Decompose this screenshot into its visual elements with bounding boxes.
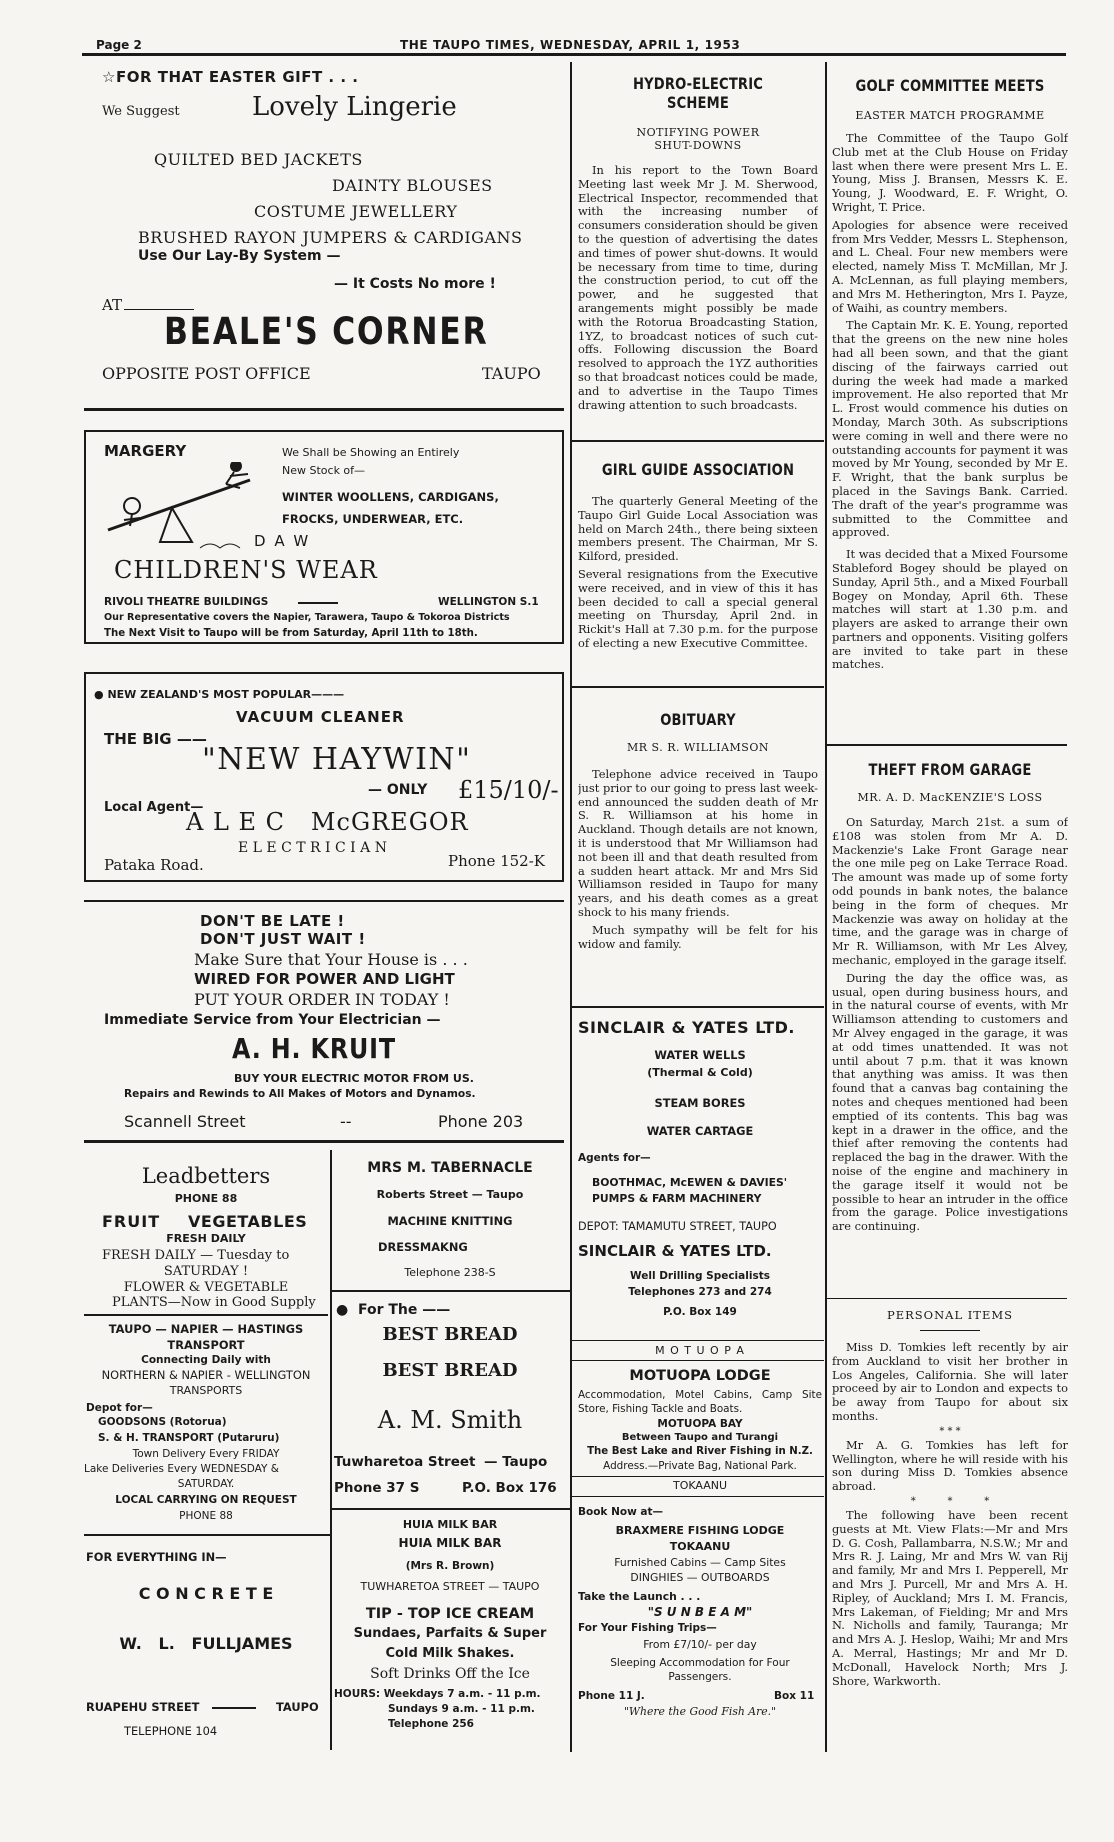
ad-product-name: "NEW HAYWIN" — [202, 742, 472, 777]
ad-line: We Shall be Showing an Entirely — [282, 446, 460, 459]
ad-line: From £7/10/- per day — [643, 1638, 757, 1651]
ad-line: HUIA MILK BAR — [402, 1518, 498, 1531]
ad-line: Phone 37 S — [334, 1480, 420, 1496]
article-paragraph: It was decided that a Mixed Foursome Stableford Bogey should be played on Sunday, April 5th., and a Mixed Fourball Bogey on Monday, April 6th. These matches will start at 1.30 p.m. and players are asked to arrange their own partners and opponents. Visiting golfers are invited to take part in these matches. — [832, 547, 1068, 672]
article-subhead: NOTIFYING POWER — [636, 126, 760, 139]
ad-line: TAUPO — NAPIER — HASTINGS — [108, 1322, 304, 1336]
huia-milk-bar-ad — [334, 1512, 566, 1742]
ad-line: (Mrs R. Brown) — [405, 1560, 495, 1572]
ad-line: DRESSMAKNG — [378, 1240, 468, 1254]
ad-line: WINTER WOOLLENS, CARDIGANS, — [282, 490, 499, 504]
ad-line: Lake Deliveries Every WEDNESDAY & — [84, 1463, 279, 1475]
ad-line: Between Taupo and Turangi — [621, 1432, 779, 1443]
article-paragraph: The Captain Mr. K. E. Young, reported that the greens on the new nine holes had all been sown, and that the giant discing of the fairways carried out during the week had made a marked improvement. He also reported that Mr L. Frost would commence his duties on Monday, March 30th. As subscriptions were coming in well and there were no outstanding accounts for payment it was moved by Mr Young, seconded by Mr E. F. Wright, that the bank surplus be placed in the Savings Bank. Carried. The draft of the year's programme was submitted to the Committee and approved. — [832, 318, 1068, 540]
ad-agent-name: A L E C McGREGOR — [186, 808, 469, 836]
ad-line: Telephone 238-S — [404, 1266, 496, 1279]
ad-line: GOODSONS (Rotorua) — [98, 1416, 227, 1428]
ad-line: E L E C T R I C I A N — [238, 840, 387, 856]
ad-line: FROCKS, UNDERWEAR, ETC. — [282, 512, 464, 526]
ad-line: Tuwharetoa Street — [334, 1454, 476, 1470]
article-paragraph: Apologies for absence were received from Mrs Vedder, Messrs L. Stephenson, and L. Cheal. Four new members were elected, namely Miss T. McMillan, Mr J. A. McLennan, as full playing members, and Mrs M. Hetherington, Mrs I. Payze, of Waihi, as country members. — [832, 217, 1068, 315]
ad-dash — [298, 602, 338, 604]
ad-rule — [572, 1476, 824, 1477]
ad-line: Local Agent— — [104, 800, 204, 815]
ad-line: Make Sure that Your House is . . . — [194, 950, 468, 969]
ad-line: The Next Visit to Taupo will be from Saturday, April 11th to 18th. — [104, 628, 478, 639]
article-headline: GIRL GUIDE ASSOCIATION — [601, 460, 795, 479]
ad-business-name: MRS M. TABERNACLE — [367, 1160, 533, 1176]
ad-rule — [84, 1140, 564, 1143]
girl-guide-article — [578, 444, 818, 694]
ad-line: SATURDAY ! — [163, 1264, 249, 1279]
tokaanu-band: TOKAANU — [672, 1479, 728, 1492]
ad-line: Sleeping Accommodation for Four Passengers. — [610, 1657, 790, 1683]
ad-line: PHONE 88 — [179, 1510, 233, 1522]
ad-line: Sundaes, Parfaits & Super — [353, 1626, 547, 1641]
page-number: Page 2 — [96, 38, 142, 52]
ad-line: Book Now at— — [578, 1506, 664, 1518]
ad-line: FRUIT — [102, 1212, 161, 1231]
fulljames-concrete-ad — [84, 1540, 328, 1740]
ad-line: RUAPEHU STREET — [86, 1700, 200, 1714]
motuopa-lodge-ad — [578, 1362, 822, 1474]
ad-line: TIP - TOP ICE CREAM — [365, 1606, 535, 1622]
article-paragraph: Telephone advice received in Taupo just prior to our going to press last week-end announced the sudden death of Mr S. R. Williamson at his home in Auckland. Though details are not known, it is understood that Mr Williamson had not been ill and that death resulted from a sudden heart attack. Mr and Mrs Sid Williamson resided in Taupo for many years, and his death comes as a great shock to his many friends. — [578, 767, 818, 919]
article-rule — [572, 440, 824, 442]
hydro-electric-article — [578, 62, 818, 452]
ad-line: HOURS: Weekdays 7 a.m. - 11 p.m. — [334, 1688, 541, 1700]
ad-line: Agents for— — [578, 1152, 651, 1164]
ad-line: Roberts Street — Taupo — [376, 1188, 524, 1201]
ad-line: BEST BREAD — [382, 1324, 518, 1345]
star-icon: ☆ — [102, 68, 116, 86]
ad-line: C O N C R E T E — [138, 1584, 274, 1603]
kruit-electrician-ad — [84, 906, 564, 1138]
ad-rule — [84, 900, 564, 902]
ad-line: WIRED FOR POWER AND LIGHT — [194, 970, 455, 988]
ad-line: VEGETABLES — [188, 1212, 308, 1231]
ad-shop-name: MARGERY — [104, 442, 187, 460]
ad-line: — ONLY — [368, 782, 428, 798]
ad-divider — [330, 1150, 332, 1750]
ad-line: Sundays 9 a.m. - 11 p.m. — [388, 1703, 535, 1715]
ad-rule — [84, 1314, 328, 1316]
ad-line: COSTUME JEWELLERY — [254, 202, 458, 221]
ad-dash — [212, 1707, 256, 1709]
personal-items-article — [832, 1302, 1068, 1747]
ad-business-name: SINCLAIR & YATES LTD. — [578, 1242, 772, 1260]
column-rule — [825, 62, 827, 1752]
ad-layby: Use Our Lay-By System — — [138, 248, 341, 264]
bullet-icon: ● — [336, 1302, 349, 1318]
newspaper-masthead: THE TAUPO TIMES, WEDNESDAY, APRIL 1, 1953 — [400, 38, 741, 52]
ad-rule — [572, 1360, 824, 1361]
ad-line: Phone 152-K — [448, 852, 545, 870]
ad-line: BRUSHED RAYON JUMPERS & CARDIGANS — [138, 228, 523, 247]
ad-rule — [84, 408, 564, 411]
ad-line: TELEPHONE 104 — [124, 1724, 218, 1738]
ad-line: LOCAL CARRYING ON REQUEST — [115, 1494, 297, 1506]
ad-line: Scannell Street — [124, 1112, 246, 1131]
ad-rule — [84, 1534, 330, 1536]
ad-line: Accommodation, Motel Cabins, Camp Site Store, Fishing Tackle and Boats. — [578, 1389, 822, 1415]
ad-line: "Where the Good Fish Are." — [623, 1705, 777, 1718]
ad-line: Well Drilling Specialists — [630, 1270, 770, 1282]
ad-line: NORTHERN & NAPIER - WELLINGTON — [101, 1368, 311, 1382]
ad-line: BEST BREAD — [382, 1360, 518, 1381]
ad-line: THE BIG —— — [104, 730, 207, 748]
ad-business-name: SINCLAIR & YATES LTD. — [578, 1018, 796, 1037]
ad-rule — [572, 1340, 824, 1341]
ad-line: QUILTED BED JACKETS — [154, 150, 363, 169]
column-rule — [570, 62, 572, 1752]
ad-line: PHONE 88 — [174, 1192, 238, 1205]
separator-stars: * * * — [939, 1425, 961, 1437]
ad-line: Connecting Daily with — [141, 1354, 271, 1366]
ad-line: DON'T JUST WAIT ! — [200, 930, 366, 948]
bullet-icon: ● — [94, 688, 104, 701]
ad-line: MOTUOPA BAY — [657, 1418, 743, 1430]
ad-line: RIVOLI THEATRE BUILDINGS — [104, 596, 269, 608]
ad-business-name: W. L. FULLJAMES — [119, 1634, 293, 1653]
ad-line: TRANSPORTS — [169, 1384, 243, 1397]
article-subhead: EASTER MATCH PROGRAMME — [855, 109, 1045, 122]
sinclair-yates-ad — [578, 1012, 822, 1352]
ad-line: (Thermal & Cold) — [647, 1066, 753, 1079]
ad-line: DAINTY BLOUSES — [332, 176, 493, 195]
ad-business-name: Leadbetters — [141, 1164, 271, 1188]
tabernacle-knitting-ad — [334, 1150, 566, 1290]
ad-line: VACUUM CLEANER — [236, 708, 405, 726]
ad-line: TOKAANU — [669, 1540, 731, 1553]
article-rule — [572, 686, 824, 688]
article-subhead: MR. A. D. MacKENZIE'S LOSS — [857, 791, 1043, 804]
ad-line: WATER CARTAGE — [646, 1124, 754, 1138]
ad-line: Repairs and Rewinds to All Makes of Motors and Dynamos. — [124, 1088, 476, 1100]
ad-business-name: BRAXMERE FISHING LODGE — [615, 1524, 785, 1537]
ad-line: Immediate Service from Your Electrician — — [104, 1012, 441, 1028]
article-headline: THEFT FROM GARAGE — [868, 760, 1032, 779]
leadbetters-ad — [84, 1150, 328, 1530]
ad-rule — [330, 1290, 570, 1292]
ad-line: Box 11 — [774, 1690, 815, 1702]
article-paragraph: Miss D. Tomkies left recently by air from Auckland to visit her brother in Los Angeles, California. She will later proceed by air to London and expects to be away from Taupo for about six months. — [832, 1340, 1068, 1423]
ad-line: FRESH DAILY — Tuesday to — [102, 1248, 290, 1263]
separator-stars: * * * — [910, 1495, 990, 1507]
ad-line: TUWHARETOA STREET — TAUPO — [360, 1580, 540, 1593]
ad-line: BOOTHMAC, McEWEN & DAVIES' — [592, 1176, 788, 1189]
ad-costs: — It Costs No more ! — [334, 276, 496, 292]
article-subhead: SHUT-DOWNS — [654, 139, 742, 152]
ad-line: HUIA MILK BAR — [398, 1536, 502, 1550]
article-rule — [572, 1006, 824, 1008]
ad-line: Telephone 256 — [388, 1718, 474, 1730]
ad-daw: D A W — [254, 532, 311, 550]
ad-town: TAUPO — [482, 364, 541, 383]
ad-line: ● For The —— — [336, 1302, 451, 1318]
ad-line: Take the Launch . . . — [578, 1590, 701, 1603]
seesaw-illustration — [100, 462, 260, 558]
ad-line: -- — [340, 1112, 352, 1131]
ad-line: TAUPO — [276, 1700, 319, 1714]
article-rule — [827, 1298, 1067, 1299]
ad-line: Soft Drinks Off the Ice — [370, 1666, 530, 1682]
ad-line: — Taupo — [484, 1454, 548, 1470]
ad-line: Telephones 273 and 274 — [628, 1286, 772, 1298]
ad-line: Town Delivery Every FRIDAY — [132, 1448, 280, 1460]
ad-line: ● NEW ZEALAND'S MOST POPULAR——— — [94, 688, 345, 701]
masthead-rule — [82, 53, 1066, 56]
article-paragraph: Mr A. G. Tomkies has left for Wellington, where he will reside with his son during Miss D. Tomkies absence abroad. — [832, 1437, 1068, 1494]
ad-line: S. & H. TRANSPORT (Putaruru) — [98, 1432, 280, 1444]
beales-corner-ad — [84, 62, 564, 402]
ad-line: DON'T BE LATE ! — [200, 912, 345, 930]
new-haywin-vacuum-ad — [84, 672, 564, 882]
ad-line: FRESH DAILY — [166, 1232, 246, 1245]
article-paragraph: The Committee of the Taupo Golf Club met at the Club House on Friday last when there were present Mrs L. E. Young, Miss J. Bransen, Messrs K. E. Young, J. Woodward, E. F. Wright, O. Wright, T. Price. — [832, 131, 1068, 214]
ad-line: For Your Fishing Trips— — [578, 1622, 717, 1634]
ad-line: Address.—Private Bag, National Park. — [603, 1460, 797, 1472]
ad-line: New Stock of— — [282, 464, 366, 477]
ad-line: The Best Lake and River Fishing in N.Z. — [587, 1446, 813, 1457]
article-paragraph: The following have been recent guests at Mt. View Flats:—Mr and Mrs D. G. Cosh, Pallambarra, N.S.W.; Mr and Mrs R. J. Laing, Mr and Mrs W. van Rij and family, Mr and Mrs I. Pepperell, Mr and Mrs J. Purcell, Mr and Mrs A. H. Ripley, of Auckland; Mrs I. M. Francis, Mrs Lakeman, of Fielding; Mr and Mrs N. Nicholls and family, Tauranga; Mr and Mrs A. J. Heslop, Waihi; Mr and Mrs A. Merral, Hastings; Mr and Mr D. McDonall, Havelock North; Mrs J. Shore, Warkworth. — [832, 1507, 1068, 1688]
article-rule — [827, 744, 1067, 746]
am-smith-bread-ad — [334, 1294, 566, 1506]
ad-line: P.O. Box 176 — [462, 1480, 557, 1496]
article-rule — [920, 1330, 980, 1331]
ad-store-name: BEALE'S CORNER — [164, 310, 489, 353]
ad-line: P.O. Box 149 — [663, 1306, 737, 1318]
ad-line: PUMPS & FARM MACHINERY — [592, 1192, 762, 1205]
article-paragraph: On Saturday, March 21st. a sum of £108 was stolen from Mr A. D. Mackenzie's Lake Front Garage near the one mile peg on Lake Terrace Road. The amount was made up of some forty odd pounds in bank notes, the balance being in the form of cheques. Mr Mackenzie was away on holiday at the time, and the garage was in charge of Mr R. Williamson, with Mr Les Alvey, mechanic, employed in the garage itself. — [832, 815, 1068, 967]
ad-line: Phone 11 J. — [578, 1690, 645, 1702]
ad-price: £15/10/- — [458, 776, 559, 804]
motuopa-band: M O T U O P A — [655, 1344, 745, 1357]
article-headline: GOLF COMMITTEE MEETS — [855, 76, 1045, 95]
ad-line: DEPOT: TAMAMUTU STREET, TAUPO — [578, 1220, 777, 1233]
ad-line: Phone 203 — [438, 1112, 524, 1131]
article-headline: HYDRO-ELECTRIC SCHEME — [632, 74, 764, 112]
ad-business-name: MOTUOPA LODGE — [629, 1368, 771, 1384]
ad-line: PUT YOUR ORDER IN TODAY ! — [194, 990, 450, 1009]
ad-line: "S U N B E A M" — [647, 1605, 753, 1619]
ad-line: Cold Milk Shakes. — [385, 1646, 515, 1661]
ad-line: BUY YOUR ELECTRIC MOTOR FROM US. — [234, 1072, 474, 1085]
obituary-article — [578, 690, 818, 1000]
ad-line: MACHINE KNITTING — [387, 1214, 513, 1228]
ad-line: FOR EVERYTHING IN— — [86, 1550, 227, 1564]
ad-business-name: A. M. Smith — [377, 1406, 523, 1434]
theft-from-garage-article — [832, 748, 1068, 1298]
ad-title: CHILDREN'S WEAR — [114, 556, 378, 584]
ad-line: STEAM BORES — [654, 1096, 746, 1110]
article-headline: OBITUARY — [660, 710, 736, 729]
ad-line: WATER WELLS — [654, 1048, 746, 1062]
article-paragraph: Much sympathy will be felt for his widow and family. — [578, 922, 818, 951]
ad-line: DINGHIES — OUTBOARDS — [630, 1571, 770, 1584]
ad-rule — [330, 1508, 570, 1510]
article-paragraph: The quarterly General Meeting of the Taupo Girl Guide Local Association was held on March 24th., there being sixteen members present. The Chairman, Mr S. Kilford, presided. — [578, 494, 818, 564]
ad-line: WELLINGTON S.1 — [438, 596, 539, 608]
article-headline: PERSONAL ITEMS — [886, 1308, 1014, 1322]
ad-line: Our Representative covers the Napier, Tarawera, Taupo & Tokoroa Districts — [104, 612, 510, 623]
article-paragraph: In his report to the Town Board Meeting last week Mr J. M. Sherwood, Electrical Inspector, recommended that with the increasing number of consumers consideration should be given to the question of advertising the dates and times of power shut-downs. It would be necessary from time to time, during the construction period, to cut off the power, and he suggested that arangements might possibly be made with the Rotorua Broadcasting Station, 1YZ, to broadcast notices of such cut-offs. Following discussion the Board resolved to approach the 1YZ authorities so that broadcast notices could be made, and to advertise in the Taupo Times drawing attention to such broadcasts. — [578, 163, 818, 412]
ad-headline: Lovely Lingerie — [252, 92, 457, 122]
ad-line: Pataka Road. — [104, 856, 204, 874]
article-paragraph: Several resignations from the Executive were received, and in view of this it has been decided to call a special general meeting on Thursday, April 2nd. in Rickit's Hall at 7.30 p.m. for the purpose of electing a new Executive Committee. — [578, 566, 818, 650]
ad-business-name: A. H. KRUIT — [232, 1032, 396, 1065]
article-paragraph: During the day the office was, as usual, open during business hours, and in the natural course of events, with Mr Williamson attending to customers and Mr Alvey engaged in the garage, it was at odd times unattended. It was not until about 7 p.m. that it was known that anything was amiss. It was then found that a canvas bag containing the notes and cheques mentioned had been emptied of its contents. This bag was kept in a drawer in the office, and the thief after removing the contents had replaced the bag in the drawer. With the noise of the engine and machinery in the garage itself it would not be possible to hear an intruder in the office from the garage. Police investigations are continuing. — [832, 970, 1068, 1234]
ad-tagline: ☆FOR THAT EASTER GIFT . . . — [102, 68, 359, 86]
ad-opposite: OPPOSITE POST OFFICE — [102, 364, 311, 383]
article-subhead: MR S. R. WILLIAMSON — [627, 741, 769, 754]
ad-line: Furnished Cabins — Camp Sites — [614, 1556, 786, 1569]
ad-rule — [572, 1496, 824, 1497]
ad-line: TRANSPORT — [167, 1338, 245, 1352]
margery-childrens-wear-ad — [84, 430, 564, 644]
golf-committee-article — [832, 62, 1068, 752]
braxmere-fishing-lodge-ad — [578, 1498, 822, 1746]
ad-line: PLANTS—Now in Good Supply — [112, 1295, 316, 1310]
ad-at: AT — [102, 296, 194, 314]
ad-line: SATURDAY. — [177, 1478, 235, 1490]
ad-line: Depot for— — [86, 1402, 153, 1414]
ad-suggest: We Suggest — [102, 104, 180, 119]
ad-line: FLOWER & VEGETABLE — [123, 1280, 289, 1295]
